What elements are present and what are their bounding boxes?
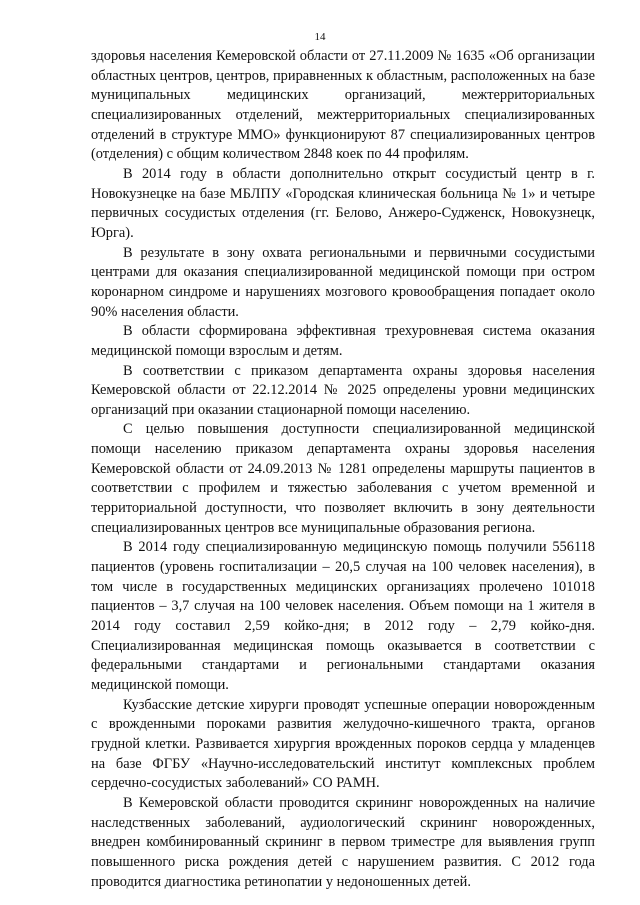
- paragraph-vascular-center: В 2014 году в области дополнительно открыт сосудистый центр в г. Новокузнецке на базе МБЛПУ «Городская клиническая больница № 1» и четыре первичных сосудистых отделения (гг. Белово, Анжеро-Судженск, Новокузнецк, Юрга).: [91, 165, 595, 241]
- paragraph-coverage: В результате в зону охвата региональными и первичными сосудистыми центрами для оказания специализированной медицинской помощи при остром коронарном синдроме и нарушениях мозгового кровообращения попадает около 90% населения области.: [91, 244, 595, 320]
- page-number: 14: [314, 31, 326, 43]
- paragraph-centers-continued: здоровья населения Кемеровской области от 27.11.2009 № 1635 «Об организации областных центров, центров, приравненных к областным, расположенных на базе муниципальных медицинских организаций, межтерриториальных специализированных отделений, межтерриториальных специализированных отделений в структуре ММО» функционируют 87 специализированных центров (отделения) с общим количеством 2848 коек по 44 профилям.: [91, 48, 595, 163]
- paragraph-statistics-2014: В 2014 году специализированную медицинскую помощь получили 556118 пациентов (уровень госпитализации – 20,5 случая на 100 человек населения), в том числе в государственных медицинских организациях пролечено 101018 пациентов – 3,7 случая на 100 человек населения. Объем помощи на 1 жителя в 2014 году составил 2,59 койко-дня; в 2012 году – 2,79 койко-дня. Специализированная медицинская помощь оказывается в соответствии с федеральными стандартами и региональными стандартами оказания медицинской помощи.: [91, 539, 595, 693]
- paragraph-newborn-screening: В Кемеровской области проводится скрининг новорожденных на наличие наследственных заболеваний, аудиологический скрининг новорожденных, внедрен комбинированный скрининг в первом триместре для выявления групп повышенного риска рождения детей с нарушением развития. С 2012 года проводится диагностика ретинопатии у недоношенных детей.: [91, 794, 595, 890]
- paragraph-pediatric-surgery: Кузбасские детские хирурги проводят успешные операции новорожденным с врожденными пороками развития желудочно-кишечного тракта, органов грудной клетки. Развивается хирургия врожденных пороков сердца у младенцев на базе ФГБУ «Научно-исследовательский институт комплексных проблем сердечно-сосудистых заболеваний» СО РАМН.: [91, 696, 595, 792]
- paragraph-patient-routes: С целью повышения доступности специализированной медицинской помощи населению приказом департамента охраны здоровья населения Кемеровской области от 24.09.2013 № 1281 определены маршруты пациентов в соответствии с профилем и тяжестью заболевания с учетом временной и территориальной доступности, что позволяет включить в зону деятельности специализированных центров все муниципальные образования региона.: [91, 421, 595, 536]
- paragraph-order-2025: В соответствии с приказом департамента охраны здоровья населения Кемеровской области от 22.12.2014 № 2025 определены уровни медицинских организаций при оказании стационарной помощи населению.: [91, 362, 595, 418]
- document-body: [91, 47, 595, 892]
- paragraph-three-level-system: В области сформирована эффективная трехуровневая система оказания медицинской помощи взрослым и детям.: [91, 323, 595, 359]
